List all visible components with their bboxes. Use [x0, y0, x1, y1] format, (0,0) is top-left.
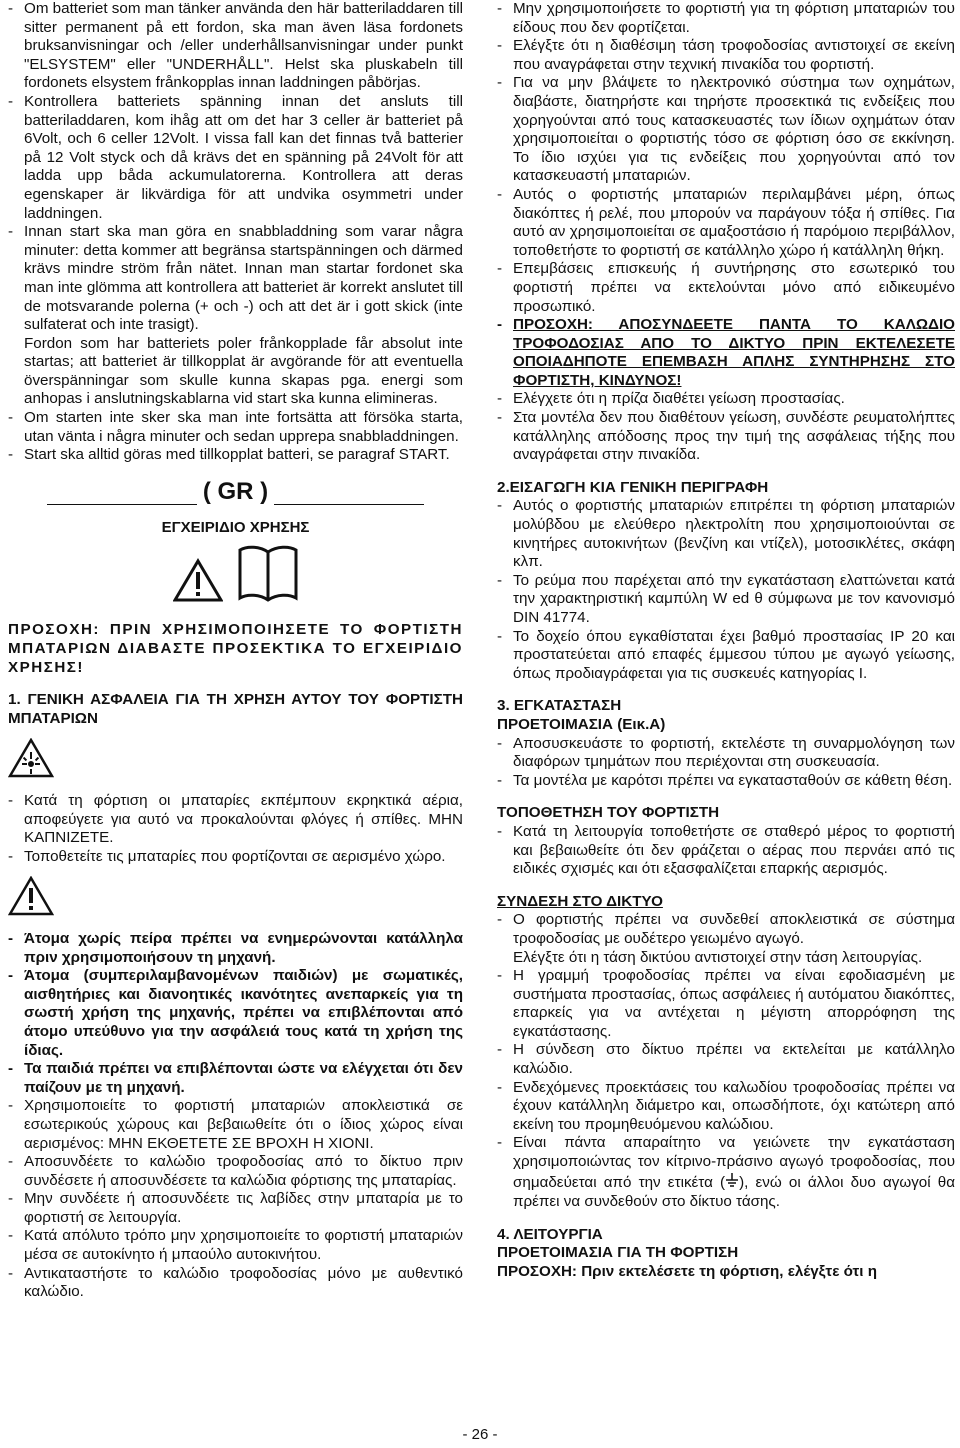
heading-rule-right — [274, 484, 424, 505]
right-column — [497, 0, 955, 1282]
section-2-heading: 2.ΕΙΣΑΓΩΓΗ ΚΙΑ ΓΕΝΙΚΗ ΠΕΡΙΓΡΑΦΗ — [497, 478, 769, 496]
page-number: - 26 - — [462, 1426, 498, 1443]
left-column — [8, 0, 463, 1302]
section-1-heading: 1. ΓΕΝΙΚΗ ΑΣΦΑΛΕΙΑ ΓΙΑ ΤΗ ΧΡΗΣΗ ΑΥΤΟΥ ΤΟΥ ΦΟΡΤΙΣΤΗ ΜΠΑΤΑΡΙΩΝ — [8, 691, 463, 727]
caution-before-charge: ΠΡΟΣΟΧΗ: Πριν εκτελέσετε τη φόρτιση, ελέγξτε ότι η — [497, 1263, 877, 1280]
warning-icon — [8, 876, 463, 922]
gr-item-a1: - Κατά τη φόρτιση οι μπαταρίες εκπέμπουν εκρηκτικά αέρια, αποφεύγετε για αυτό να προκαλούνται φλόγες ή σπίθες. ΜΗΝ ΚΑΠΝΙΖΕΤΕ. — [8, 792, 463, 847]
r-item-8: - Αυτός ο φορτιστής μπαταριών επιτρέπει τη φόρτιση μπαταριών μολύβδου με ελεύθερο ηλεκτρολίτη που χρησιμοποιούνται σε κινητήρες αυτοκινήτων (βενζίνη και ντίζελ), μοτοσικλέτες, σκάφη κλπ. — [497, 497, 955, 571]
r-item-4: - Αυτός ο φορτιστής μπαταριών περιλαμβάνει μέρη, όπως διακόπτες ή ρελέ, που μπορούν να παράγουν τόξα ή σπίθες. Για αυτό αν χρησιμοποιείται σε αμαξοστάσιο ή παρόμοιο περιβάλλον, τοποθετήστε το φορτιστή σε κατάλληλο χώρο ή κατάλληλη θήκη. — [497, 185, 955, 259]
explosion-hazard-icon — [8, 738, 463, 784]
language-code: ( GR ) — [202, 477, 269, 505]
language-heading — [8, 479, 463, 505]
gr-item-b3: - Τα παιδιά πρέπει να επιβλέπονται ώστε να ελέγχεται ότι δεν παίζουν με τη μηχανή. — [8, 1060, 463, 1096]
placement-heading: ΤΟΠΟΘΕΤΗΣΗ ΤΟΥ ΦΟΡΤΙΣΤΗ — [497, 804, 720, 822]
icons-row — [8, 545, 463, 607]
mains-connection-heading: ΣΥΝΔΕΣΗ ΣΤΟ ΔΙΚΤΥΟ — [497, 892, 663, 910]
r-item-9: - Το ρεύμα που παρέχεται από την εγκατάσταση ελαττώνεται κατά την χαρακτηριστική καμπύλη W ed θ σύμφωνα με τον κανονισμό DIN 41774. — [497, 571, 955, 626]
r-item-11: - Αποσυσκευάστε το φορτιστή, εκτελέστε τη συναρμολόγηση των διαφόρων τμημάτων που περιέχονται στη συσκευασία. — [497, 734, 955, 771]
r-item-18: - Είναι πάντα απαραίτητο να γειώνετε την εγκατάσταση χρησιμοποιώντας τον κίτρινο-πράσινο αγωγό τροφοδοσίας, που σημαδεύεται από την ετικέτα ( ), ενώ οι άλλοι δυο αγωγοί θα πρέπει να συνδεθούν στο δίκτυο τάσης. — [497, 1134, 955, 1211]
gr-item-b7: - Κατά απόλυτο τρόπο μην χρησιμοποιείτε το φορτιστή μπαταριών μέσα σε αυτοκίνητο ή μπαούλο αυτοκινήτου. — [8, 1227, 463, 1264]
r-item-12: - Τα μοντέλα με καρότσι πρέπει να εγκατασταθούν σε κάθετη θέση. — [497, 771, 953, 789]
preparation-heading: ΠΡΟΕΤΟΙΜΑΣΙΑ (Εικ.A) — [497, 715, 666, 733]
r-item-5: - Επεμβάσεις επισκευής ή συντήρησης στο εσωτερικό του φορτιστή πρέπει να εκτελούνται μόνο από ειδικευμένο προσωπικό. — [497, 260, 955, 315]
caution-read-manual: ΠΡΟΣΟΧΗ: ΠΡΙΝ ΧΡΗΣΙΜΟΠΟΙΗΣΕΤΕ ΤΟ ΦΟΡΤΙΣΤΗ ΜΠΑΤΑΡΙΩΝ ΔΙΑΒΑΣΤΕ ΠΡΟΣΕΚΤΙΚΑ ΤΟ ΕΓΧΕΙΡΙΔΙΟ ΧΡΗΣΗΣ! — [8, 621, 463, 676]
r-item-3: - Για να μην βλάψετε το ηλεκτρονικό σύστημα των οχημάτων, διαβάστε, διατηρήστε και τηρήστε προσεκτικά τις ενδείξεις που χορηγούνται από τους κατασκευαστές των ίδιων οχημάτων όταν χρησιμοποιείται ο φορτιστής τόσο σε φόρτιση όσο σε εκκίνηση. Το ίδιο ισχύει για τις ενδείξεις που χορηγούνται από τον κατασκευαστή μπαταριών. — [497, 74, 955, 185]
warning-triangle-icon — [173, 558, 223, 608]
section-3-heading: 3. ΕΓΚΑΤΑΣΤΑΣΗ — [497, 697, 622, 715]
gr-item-a2: - Τοποθετείτε τις μπαταρίες που φορτίζονται σε αερισμένο χώρο. — [8, 847, 446, 865]
charge-preparation-heading: ΠΡΟΕΤΟΙΜΑΣΙΑ ΓΙΑ ΤΗ ΦΟΡΤΙΣΗ — [497, 1244, 739, 1262]
r-item-6: - Ελέγχετε ότι η πρίζα διαθέτει γείωση προστασίας. — [497, 390, 845, 408]
sv-item-2: - Kontrollera batteriets spänning innan det ansluts till batteriladdaren, kom ihåg att om det har 3 celler är batteriet på 6Volt, och 6 celler 12Volt. I vissa fall kan det finnas två batterier på 12 Volt styck och då krävs det en spänning på 24Volt för att ladda upp båda ackumulatorerna. Kontrollera att deras egenskaper är likvärdiga för att undvika osymmetri under laddningen. — [8, 92, 463, 222]
ground-symbol-icon — [725, 1172, 739, 1194]
manual-title: ΕΓΧΕΙΡΙΔΙΟ ΧΡΗΣΗΣ — [161, 518, 310, 536]
section-4-heading: 4. ΛΕΙΤΟΥΡΓΙΑ — [497, 1225, 603, 1243]
gr-item-b5: - Αποσυνδέετε το καλώδιο τροφοδοσίας από το δίκτυο πριν συνδέσετε ή αποσυνδέσετε τα καλώδια φόρτισης της μπαταρίας. — [8, 1153, 463, 1189]
r-item-15: - Η γραμμή τροφοδοσίας πρέπει να είναι εφοδιασμένη με συστήματα προστασίας, όπως ασφάλειες ή αυτόματου διακόπτες, επαρκείς για να αντέχεται η μέγιστη απορρόφηση της εγκατάστασης. — [497, 967, 955, 1040]
r-item-10: - Το δοχείο όπου εγκαθίσταται έχει βαθμό προστασίας IP 20 και προστατεύεται από επαφές έμμεσου τύπου με αγωγό γείωσης, όπως προδιαγράφεται για τις συσκευές κατηγορίας I. — [497, 627, 955, 682]
gr-item-b4: - Χρησιμοποιείτε το φορτιστή μπαταριών αποκλειστικά σε εσωτερικούς χώρους και βεβαιωθείτε ότι ο ίδιος χώρος είναι αερισμένος: ΜΗΝ ΕΚΘΕΤΕΤΕ ΣΕ ΒΡΟΧΗ Η ΧΙΟΝΙ. — [8, 1097, 463, 1152]
r-caution-disconnect: - ΠΡΟΣΟΧΗ: ΑΠΟΣΥΝΔΕΕΤΕ ΠΑΝΤΑ ΤΟ ΚΑΛΩΔΙΟ ΤΡΟΦΟΔΟΣΙΑΣ ΑΠΟ ΤΟ ΔΙΚΤΥΟ ΠΡΙΝ ΕΚΤΕΛΕΣΕΤΕ ΟΠΟΙΑΔΗΠΟΤΕ ΕΠΕΜΒΑΣΗ ΑΠΛΗΣ ΣΥΝΤΗΡΗΣΗΣ ΣΤΟ ΦΟΡΤΙΣΤΗ, ΚΙΝΔΥΝΟΣ! — [497, 316, 955, 389]
r-item-16: - Η σύνδεση στο δίκτυο πρέπει να εκτελείται με κατάλληλο καλώδιο. — [497, 1041, 955, 1078]
r-item-7: - Στα μοντέλα δεν που διαθέτουν γείωση, συνδέστε ρευματολήπτες κατάλληλης απόδοσης προς την τιμή της ασφάλειας τήξης που αναγράφεται στην πινακίδα. — [497, 409, 955, 464]
heading-rule-left — [47, 484, 197, 505]
r-item-2: - Ελέγξτε ότι η διαθέσιμη τάση τροφοδοσίας αντιστοιχεί σε εκείνη που αναγράφεται στην τεχνική πινακίδα του φορτιστή. — [497, 37, 955, 73]
r-item-1: - Μην χρησιμοποιήσετε το φορτιστή για τη φόρτιση μπαταριών του είδους που δεν φορτίζεται. — [497, 0, 955, 36]
gr-item-b6: - Μην συνδέετε ή αποσυνδέετε τις λαβίδες στην μπαταρία με το φορτιστή σε λειτουργία. — [8, 1190, 463, 1226]
gr-item-b8: - Αντικαταστήστε το καλώδιο τροφοδοσίας μόνο με αυθεντικό καλώδιο. — [8, 1264, 463, 1301]
gr-item-b2: - Άτομα (συμπεριλαμβανομένων παιδιών) με σωματικές, αισθητήριες και διανοητικές ικανότητες ανεπαρκείς για τη σωστή χρήση της μηχανής, πρέπει να επιβλέπονται από άτομο υπεύθυνο για την ασφάλειά τους κατά τη χρήση της ίδιας. — [8, 967, 463, 1059]
r-item-13: - Κατά τη λειτουργία τοποθετήστε σε σταθερό μέρος το φορτιστή και βεβαιωθείτε ότι δεν φράζεται ο αέρας που περνάει από τις ειδικές σχισμές και ότι εξασφαλίζεται επαρκής αερισμός. — [497, 822, 955, 878]
sv-item-3: - Innan start ska man göra en snabbladdning som varar några minuter: detta kommer att begränsa startspänningen och därmed krävs mindre ström från nätet. Innan man startar fordonet ska man inte glömma att kontrollera att batteriet är korrekt anslutet till de motsvarande polerna (+ och -) och att det är i gott skick (inte sulfaterat och inte trasigt). Fordon som har batteriets poler frånkopplade får absolut inte startas; att batteriet är tillkopplat är avgörande för att eventuella överspänningar som skulle kunna skapas pga. energi som anhopas i anslutningskablarna vid start ska kunna elimineras. — [8, 223, 463, 408]
sv-item-5: - Start ska alltid göras med tillkopplat batteri, se paragraf START. — [8, 446, 450, 464]
read-manual-book-icon — [237, 542, 299, 608]
r-item-14: - Ο φορτιστής πρέπει να συνδεθεί αποκλειστικά σε σύστημα τροφοδοσίας με ουδέτερο γειωμένο αγωγό. Ελέγξτε ότι η τάση δικτύου αντιστοιχεί στην τάση λειτουργίας. — [497, 911, 955, 966]
sv-item-4: - Om starten inte sker ska man inte fortsätta att försöka starta, utan vänta i några minuter och sedan upprepa snabbladdningen. — [8, 409, 463, 445]
sv-item-1: - Om batteriet som man tänker använda den här batteriladdaren till sitter permanent på ett fordon, ska man även läsa fordonets bruksanvisningar och /eller underhållsanvisningar under punkt "ELSYSTEM" eller "UNDERHÅLL". Helst ska pluskabeln till fordonets elsystem frånkopplas innan laddningen påbörjas. — [8, 0, 463, 92]
r-item-17: - Ενδεχόμενες προεκτάσεις του καλωδίου τροφοδοσίας πρέπει να έχουν κατάλληλη διάμετρο και, οπωσδήποτε, όχι κατώτερη από εκείνη του προμηθευόμενου καλώδιου. — [497, 1078, 955, 1133]
gr-item-b1: - Άτομα χωρίς πείρα πρέπει να ενημερώνονται κατάλληλα πριν χρησιμοποιήσουν τη μηχανή. — [8, 929, 463, 966]
